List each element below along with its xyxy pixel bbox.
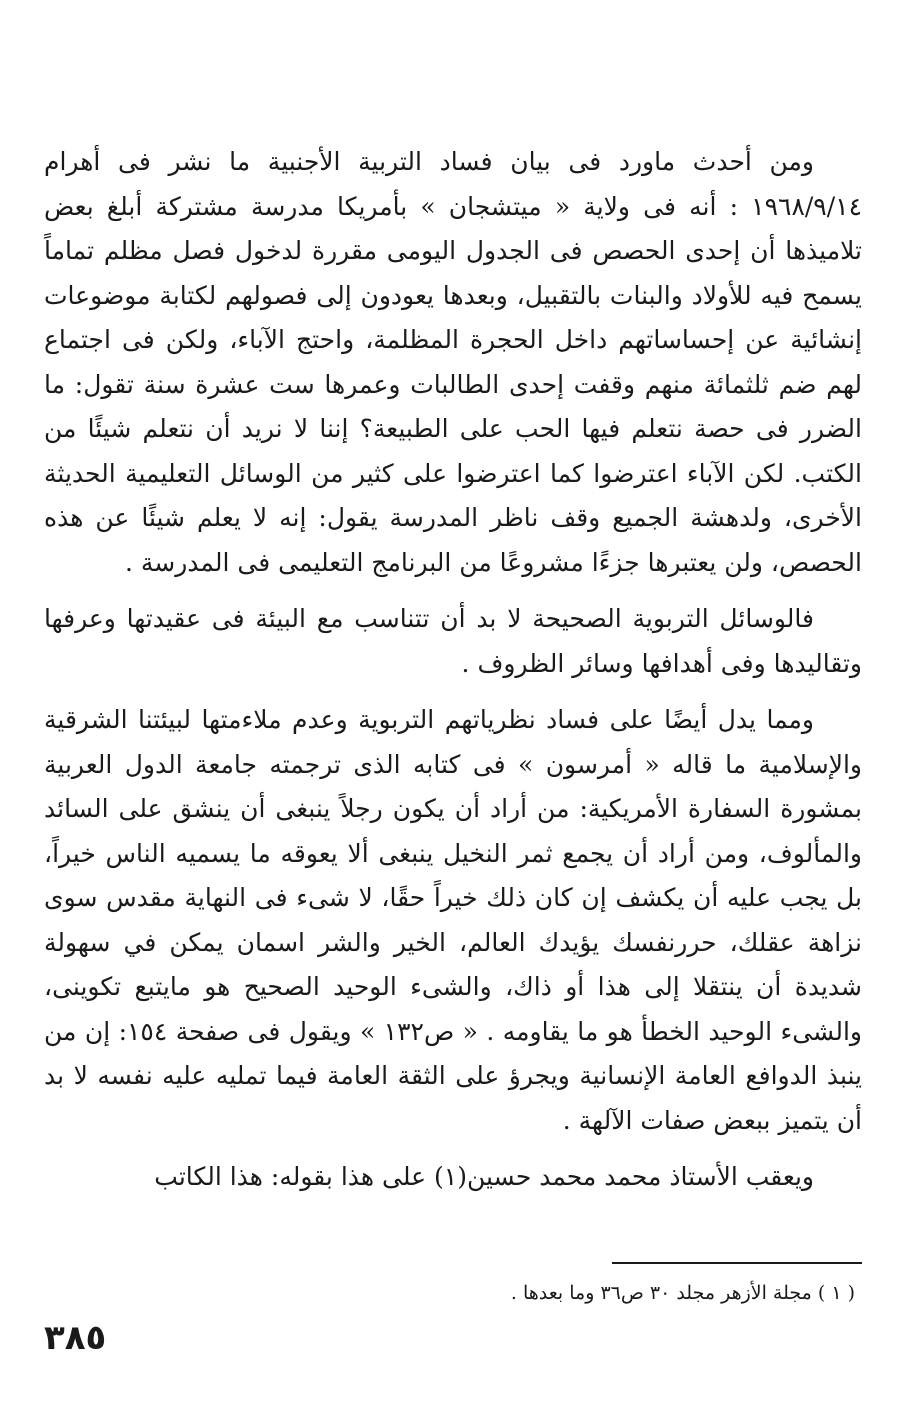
paragraph-emerson-quote: ومما يدل أيضًا على فساد نظرياتهم التربوية وعدم ملاءمتها لبيئتنا الشرقية والإسلامية ما قاله « أمرسون » فى كتابه الذى ترجمته جامعة الدول العربية بمشورة السفارة الأمريكية: من أراد أن يكون رجلاً ينبغى أن ينشق على السائد والمألوف، ومن أراد أن يجمع ثمر النخيل ينبغى ألا يعوقه ما يسميه الناس خيراً، بل يجب عليه أن يكشف إن كان ذلك خيراً حقًا، لا شىء فى النهاية مقدس سوى نزاهة عقلك، حررنفسك يؤيدك العالم، الخير والشر اسمان يمكن في سهولة شديدة أن ينتقلا إلى هذا أو ذاك، والشىء الوحيد الصحيح هو مايتبع تكوينى، والشىء الوحيد الخطأ هو ما يقاومه . « ص١٣٢ » ويقول فى صفحة ١٥٤: إن من ينبذ الدوافع العامة الإنسانية ويجرؤ على الثقة العامة فيما تمليه عليه نفسه لا بد أن يتميز ببعض صفات الآلهة .	[44, 705, 862, 1135]
paragraph-ahram-report: ومن أحدث ماورد فى بيان فساد التربية الأجنبية ما نشر فى أهرام ١٩٦٨/٩/١٤ : أنه فى ولاية « ميتشجان » بأمريكا مدرسة مشتركة أبلغ بعض تلاميذها أن إحدى الحصص فى الجدول اليومى مقررة لدخول فصل مظلم تماماً يسمح فيه للأولاد والبنات بالتقبيل، وبعدها يعودون إلى فصولهم لكتابة موضوعات إنشائية عن إحساساتهم داخل الحجرة المظلمة، واحتج الآباء، ولكن فى اجتماع لهم ضم ثلثمائة منهم وقفت إحدى الطالبات وعمرها ست عشرة سنة تقول: ما الضرر فى حصة نتعلم فيها الحب على الطبيعة؟ إننا لا نريد أن نتعلم شيئًا من الكتب. لكن الآباء اعترضوا كما اعترضوا على كثير من الوسائل التعليمية الحديثة الأخرى، ولدهشة الجميع وقف ناظر المدرسة يقول: إنه لا يعلم شيئًا عن هذه الحصص، ولن يعتبرها جزءًا مشروعًا من البرنامج التعليمى فى المدرسة .	[44, 147, 862, 577]
page-number: ٣٨٥	[44, 1318, 107, 1358]
paragraph-educational-means: فالوسائل التربوية الصحيحة لا بد أن تتناسب مع البيئة فى عقيدتها وعرفها وتقاليدها وفى أهدافها وسائر الظروف .	[44, 604, 862, 678]
body-text	[44, 140, 862, 1212]
footnote-divider	[612, 1262, 862, 1264]
paragraph-muhammad-husain: ويعقب الأستاذ محمد محمد حسين(١) على هذا بقوله: هذا الكاتب	[154, 1162, 814, 1191]
footnote: ( ١ ) مجلة الأزهر مجلد ٣٠ ص٣٦ وما بعدها .	[510, 1282, 855, 1304]
